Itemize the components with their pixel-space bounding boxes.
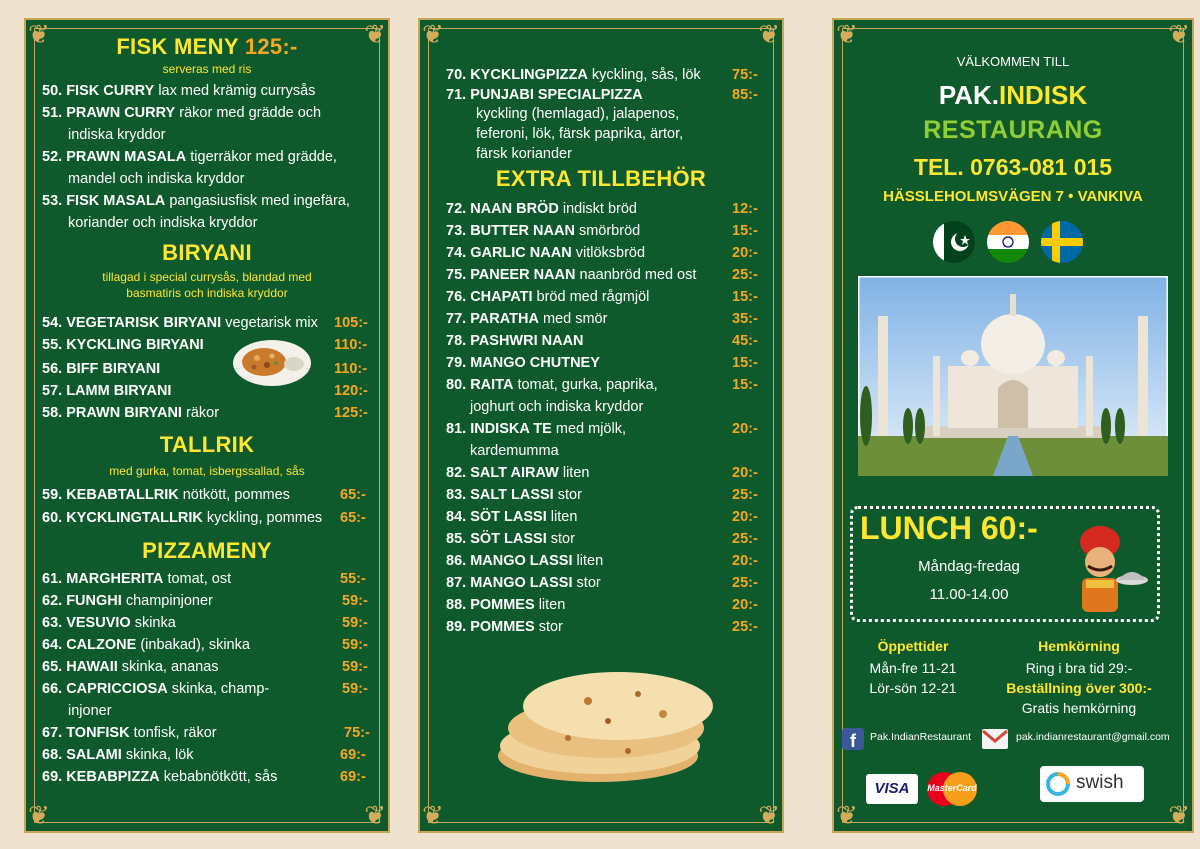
menu-item-description: nötkött, pommes [182,487,290,503]
lunch-title: LUNCH 60:- [860,510,1038,546]
opening-hours [848,658,978,698]
email-icon [982,729,1008,749]
menu-item-title: NAAN BRÖD [470,201,559,217]
menu-item-description: naanbröd med ost [579,267,697,283]
menu-item-title: PRAWN MASALA [66,149,187,165]
fisk-price: 125:- [244,34,298,59]
ornament-icon: ❦ [28,20,50,50]
opening-hours-weekend: Lör-sön 12-21 [869,680,957,696]
menu-item [446,506,577,528]
menu-item-price: 20:- [732,465,758,481]
menu-item [42,507,322,529]
menu-item-price: 25:- [732,575,758,591]
menu-item-description: skinka [134,615,176,631]
menu-item-price: 25:- [732,487,758,503]
menu-item-description: kebabnötkött, sås [163,769,278,785]
menu-item-title: KYCKLINGTALLRIK [66,510,203,526]
menu-item-price: 15:- [732,377,758,393]
menu-item [42,634,250,656]
menu-item-description: liten [562,465,590,481]
menu-item-description-cont: färsk koriander [476,146,572,162]
menu-item-title: VEGETARISK BIRYANI [66,315,222,331]
menu-item [42,380,171,402]
menu-item-price: 59:- [342,615,368,631]
menu-item-title: BIFF BIRYANI [66,361,161,377]
menu-item-price: 15:- [732,223,758,239]
menu-item-description-cont: joghurt och indiska kryddor [470,399,644,415]
menu-panel-left [24,18,390,833]
menu-item [446,330,584,352]
menu-item-name: 63. [42,615,63,631]
menu-item-description-cont: kardemumma [470,443,559,459]
menu-item-description-cont: mandel och indiska kryddor [68,171,245,187]
menu-item [42,80,315,102]
menu-item-title: SALAMI [66,747,122,763]
menu-item [446,242,645,264]
opening-hours-title: Öppettider [877,638,949,654]
swish-icon [1046,772,1070,796]
restaurang-text: RESTAURANG [923,116,1103,144]
menu-item-name: 88. [446,597,467,613]
tallrik-subtitle: med gurka, tomat, isbergssallad, sås [109,464,305,478]
menu-item-name: 57. [42,383,63,399]
menu-item-description-cont: feferoni, lök, färsk paprika, ärtor, [476,126,684,142]
menu-item-name: 73. [446,223,467,239]
opening-hours-weekdays: Mån-fre 11-21 [869,660,957,676]
menu-item-name: 54. [42,315,63,331]
swish-logo [1040,766,1144,802]
delivery-info [994,658,1164,718]
menu-item-price: 59:- [342,681,368,697]
menu-item-name: 62. [42,593,63,609]
menu-item [446,352,600,374]
menu-item-title: POMMES [470,619,535,635]
menu-item-title: CHAPATI [470,289,533,305]
menu-item-name: 76. [446,289,467,305]
menu-item-price: 20:- [732,553,758,569]
pakistan-flag-icon [932,220,976,264]
menu-item-name: 74. [446,245,467,261]
menu-item-name: 53. [42,193,63,209]
menu-item-title: MANGO LASSI [470,553,573,569]
menu-item-price: 20:- [732,509,758,525]
menu-item-name: 83. [446,487,467,503]
tallrik-title: TALLRIK [159,432,255,457]
restaurant-name [834,80,1192,111]
ornament-icon: ❦ [836,801,858,831]
menu-item-title: CALZONE [66,637,137,653]
menu-item [42,766,277,788]
menu-item-name: 56. [42,361,63,377]
menu-item [42,568,231,590]
menu-item [42,358,160,380]
menu-item-name: 80. [446,377,467,393]
biryani-title: BIRYANI [162,240,252,265]
menu-item-title: LAMM BIRYANI [66,383,172,399]
menu-item-name: 77. [446,311,467,327]
menu-item [446,64,701,86]
menu-item-title: MARGHERITA [66,571,164,587]
menu-item-description: kyckling, pommes [206,510,323,526]
phone-number: TEL. 0763-081 015 [913,154,1113,180]
menu-item-description: smörbröd [578,223,641,239]
menu-item-description-cont: koriander och indiska kryddor [68,215,258,231]
menu-item-price: 20:- [732,245,758,261]
menu-item-title: KYCKLINGPIZZA [470,67,588,83]
menu-item-price: 125:- [334,405,368,421]
menu-item-name: 86. [446,553,467,569]
menu-item-name: 68. [42,747,63,763]
menu-item-title: SÖT LASSI [470,509,547,525]
delivery-free: Gratis hemkörning [1021,700,1137,716]
fisk-title [26,34,388,60]
menu-item-price: 65:- [340,487,366,503]
delivery-fee: Ring i bra tid 29:- [1025,660,1133,676]
menu-item-description: champinjoner [125,593,213,609]
menu-item [446,84,643,106]
menu-item-title: FISK CURRY [66,83,155,99]
menu-item-description: tomat, ost [167,571,232,587]
menu-item-description-cont: indiska kryddor [68,127,166,143]
menu-item-description: räkor med grädde och [179,105,322,121]
menu-item-price: 15:- [732,289,758,305]
menu-item [42,334,204,356]
menu-item-name: 67. [42,725,63,741]
address: HÄSSLEHOLMSVÄGEN 7 • VANKIVA [883,188,1143,205]
lunch-hours: 11.00-14.00 [929,586,1009,603]
menu-item-name: 70. [446,67,467,83]
ornament-icon: ❦ [422,20,444,50]
ornament-icon: ❦ [1168,20,1190,50]
menu-panel-middle [418,18,784,833]
menu-item [42,484,290,506]
menu-item-name: 61. [42,571,63,587]
menu-item-name: 89. [446,619,467,635]
facebook-handle[interactable]: Pak.IndianRestaurant [870,731,971,743]
menu-item-description: räkor [185,405,220,421]
menu-item [42,190,350,212]
menu-item-description: med smör [542,311,608,327]
menu-item-name: 85. [446,531,467,547]
menu-item-price: 69:- [340,769,366,785]
menu-item [42,590,213,612]
menu-item-price: 45:- [732,333,758,349]
menu-item-title: PRAWN CURRY [66,105,176,121]
menu-item-price: 15:- [732,355,758,371]
menu-item-price: 59:- [342,593,368,609]
ornament-icon: ❦ [836,20,858,50]
visa-logo: VISA [866,774,918,804]
fisk-title-text: FISK MENY [116,34,239,59]
menu-item [446,374,658,396]
menu-item-description: vegetarisk mix [225,315,318,331]
menu-item-name: 58. [42,405,63,421]
menu-item [446,572,601,594]
menu-item-price: 59:- [342,637,368,653]
welcome-text: VÄLKOMMEN TILL [956,54,1070,69]
menu-item-price: 110:- [334,337,368,353]
menu-item [446,484,582,506]
menu-item-title: TONFISK [66,725,130,741]
menu-item-description: vitlöksbröd [575,245,646,261]
facebook-icon [842,728,864,750]
menu-item-price: 20:- [732,421,758,437]
menu-item-description: stor [576,575,601,591]
menu-item-price: 25:- [732,267,758,283]
menu-item-description-cont: kyckling (hemlagad), jalapenos, [476,106,680,122]
menu-item-price: 69:- [340,747,366,763]
ornament-icon: ❦ [422,801,444,831]
biryani-plate-image [232,338,312,388]
ornament-icon: ❦ [758,20,780,50]
menu-item-description: stor [550,531,575,547]
menu-item-name: 87. [446,575,467,591]
menu-item-name: 52. [42,149,63,165]
delivery-title: Hemkörning [1038,638,1120,654]
menu-item-description: tonfisk, räkor [133,725,217,741]
menu-item-title: MANGO CHUTNEY [470,355,600,371]
menu-item-description: liten [576,553,604,569]
menu-item-name: 51. [42,105,63,121]
lunch-days: Måndag-fredag [918,558,1020,575]
info-panel-right [832,18,1194,833]
menu-item [446,286,649,308]
menu-item-description: tigerräkor med grädde, [190,149,337,165]
menu-item-price: 110:- [334,361,368,377]
menu-item-description: stor [538,619,563,635]
menu-item-title: PUNJABI SPECIALPIZZA [470,87,643,103]
naan-bread-image [488,656,728,786]
menu-item-price: 35:- [732,311,758,327]
menu-item [42,146,337,168]
menu-item-description: kyckling, sås, lök [591,67,701,83]
menu-item-title: CAPRICCIOSA [66,681,168,697]
menu-item [446,528,575,550]
mastercard-label: MasterCard [927,783,977,793]
menu-item [42,744,194,766]
menu-item-description: (inbakad), skinka [140,637,250,653]
menu-item-title: FISK MASALA [66,193,166,209]
menu-item [42,722,217,744]
sweden-flag-icon [1040,220,1084,264]
menu-item [446,616,563,638]
menu-item-price: 55:- [340,571,366,587]
menu-item-title: KYCKLING BIRYANI [66,337,204,353]
taj-mahal-image [858,276,1168,476]
menu-item [42,656,219,678]
menu-item-price: 25:- [732,531,758,547]
menu-item [42,612,176,634]
menu-item-title: GARLIC NAAN [470,245,572,261]
pizzameny-title: PIZZAMENY [142,538,272,563]
menu-item [446,418,626,440]
email-address[interactable]: pak.indianrestaurant@gmail.com [1016,731,1170,743]
menu-item-title: VESUVIO [66,615,131,631]
menu-item [42,102,321,124]
delivery-threshold: Beställning över 300:- [1006,680,1152,696]
menu-item-name: 75. [446,267,467,283]
menu-item-title: PRAWN BIRYANI [66,405,182,421]
menu-item-price: 75:- [344,725,370,741]
menu-item [42,678,269,700]
menu-item-title: KEBABTALLRIK [66,487,179,503]
menu-item-name: 66. [42,681,63,697]
menu-item-description: bröd med rågmjöl [536,289,650,305]
menu-item-name: 50. [42,83,63,99]
menu-item-price: 105:- [334,315,368,331]
menu-item-name: 71. [446,87,467,103]
menu-item-description: pangasiusfisk med ingefära, [169,193,350,209]
swish-label: swish [1076,772,1124,793]
menu-item-description: skinka, champ- [171,681,270,697]
menu-item [446,264,696,286]
menu-item [446,462,589,484]
menu-item [446,198,637,220]
menu-item-title: PANEER NAAN [470,267,576,283]
menu-item-price: 25:- [732,619,758,635]
menu-item-description: indiskt bröd [562,201,637,217]
menu-item-name: 82. [446,465,467,481]
menu-item-title: RAITA [470,377,514,393]
menu-item-price: 120:- [334,383,368,399]
menu-item-title: SALT AIRAW [470,465,559,481]
menu-item [446,308,607,330]
menu-item-title: MANGO LASSI [470,575,573,591]
ornament-icon: ❦ [364,801,386,831]
menu-item-description: liten [538,597,566,613]
menu-item-title: INDISKA TE [470,421,552,437]
menu-item-name: 55. [42,337,63,353]
biryani-subtitle-2: basmatiris och indiska kryddor [126,286,288,300]
menu-item-description: med mjölk, [555,421,626,437]
menu-item [446,550,603,572]
menu-item-price: 59:- [342,659,368,675]
menu-item-description-cont: injoner [68,703,112,719]
menu-item-price: 12:- [732,201,758,217]
menu-item-name: 69. [42,769,63,785]
menu-item-title: SÖT LASSI [470,531,547,547]
ornament-icon: ❦ [364,20,386,50]
menu-item-description: lax med krämig currysås [158,83,316,99]
menu-item [446,220,640,242]
menu-item-title: PASHWRI NAAN [470,333,584,349]
menu-item-price: 75:- [732,67,758,83]
ornament-icon: ❦ [758,801,780,831]
menu-item-name: 78. [446,333,467,349]
menu-item-description: tomat, gurka, paprika, [517,377,658,393]
menu-item-name: 60. [42,510,63,526]
svg-text:f: f [850,731,856,750]
menu-item-title: FUNGHI [66,593,122,609]
menu-item-description: skinka, lök [125,747,194,763]
name-part-2: INDISK [999,80,1088,110]
chef-mascot-icon [1056,520,1152,620]
india-flag-icon [986,220,1030,264]
menu-item-description: stor [557,487,582,503]
menu-item [446,594,565,616]
menu-item-name: 81. [446,421,467,437]
menu-item-name: 65. [42,659,63,675]
ornament-icon: ❦ [1168,801,1190,831]
menu-item-name: 64. [42,637,63,653]
ornament-icon: ❦ [28,801,50,831]
menu-item-title: POMMES [470,597,535,613]
menu-item-description: liten [550,509,578,525]
menu-item-price: 20:- [732,597,758,613]
menu-item-description: skinka, ananas [121,659,219,675]
menu-item [42,312,318,334]
menu-item-name: 84. [446,509,467,525]
biryani-subtitle-1: tillagad i special currysås, blandad med [102,270,312,284]
menu-item-title: PARATHA [470,311,539,327]
menu-item-title: KEBABPIZZA [66,769,160,785]
menu-item-title: SALT LASSI [470,487,554,503]
menu-item-name: 72. [446,201,467,217]
menu-item-name: 79. [446,355,467,371]
menu-item [42,402,219,424]
menu-item-name: 59. [42,487,63,503]
menu-item-title: BUTTER NAAN [470,223,575,239]
extra-title: EXTRA TILLBEHÖR [495,166,707,191]
menu-item-title: HAWAII [66,659,118,675]
menu-item-price: 65:- [340,510,366,526]
fisk-subtitle: serveras med ris [162,62,252,76]
menu-item-price: 85:- [732,87,758,103]
name-part-1: PAK. [938,80,1000,110]
